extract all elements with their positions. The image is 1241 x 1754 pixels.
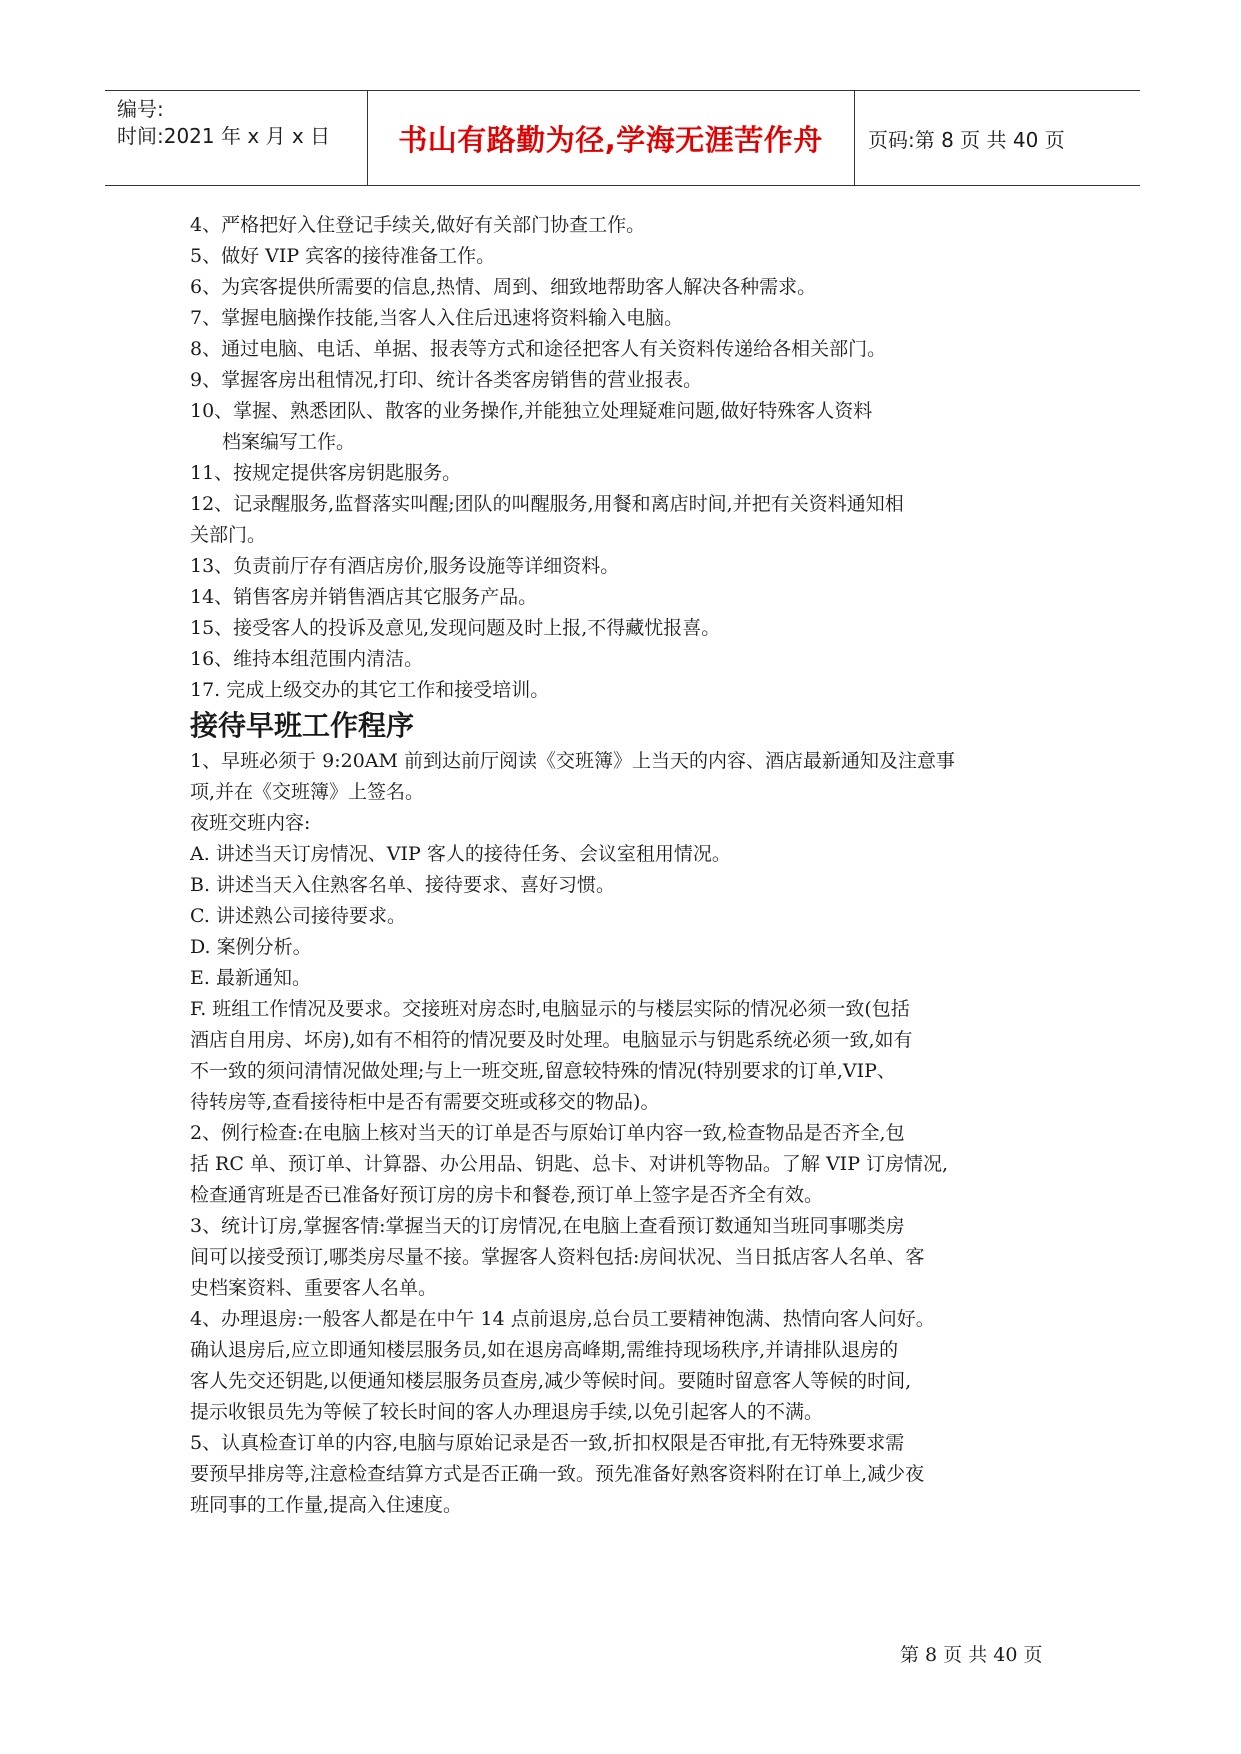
duty-item: 13、负责前厅存有酒店房价,服务设施等详细资料。: [190, 555, 620, 577]
procedure-line: 提示收银员先为等候了较长时间的客人办理退房手续,以免引起客人的不满。: [190, 1401, 824, 1423]
duty-item: 10、掌握、熟悉团队、散客的业务操作,并能独立处理疑难问题,做好特殊客人资料: [190, 400, 873, 422]
duty-item: 15、接受客人的投诉及意见,发现问题及时上报,不得藏忧报喜。: [190, 617, 721, 639]
procedure-line: 间可以接受预订,哪类房尽量不接。掌握客人资料包括:房间状况、当日抵店客人名单、客: [190, 1246, 925, 1268]
procedure-line: 4、办理退房:一般客人都是在中午 14 点前退房,总台员工要精神饱满、热情向客人问好。: [190, 1308, 935, 1330]
page-footer: 第 8 页 共 40 页: [900, 1644, 1043, 1666]
procedure-line: 不一致的须问清情况做处理;与上一班交班,留意较特殊的情况(特别要求的订单,VIP、: [190, 1060, 896, 1082]
procedure-line: 夜班交班内容:: [190, 812, 311, 834]
document-body: [190, 210, 1070, 1521]
duty-item: 14、销售客房并销售酒店其它服务产品。: [190, 586, 538, 608]
procedure-line: 确认退房后,应立即通知楼层服务员,如在退房高峰期,需维持现场秩序,并请排队退房的: [190, 1339, 899, 1361]
duty-item: 12、记录醒服务,监督落实叫醒;团队的叫醒服务,用餐和离店时间,并把有关资料通知相: [190, 493, 904, 515]
procedure-line: A. 讲述当天订房情况、VIP 客人的接待任务、会议室租用情况。: [190, 843, 731, 865]
procedure-line: E. 最新通知。: [190, 967, 311, 989]
procedure-line: 要预早排房等,注意检查结算方式是否正确一致。预先准备好熟客资料附在订单上,减少夜: [190, 1463, 925, 1485]
procedure-line: 史档案资料、重要客人名单。: [190, 1277, 438, 1299]
duty-item-continuation: 档案编写工作。: [222, 431, 356, 453]
procedure-line: B. 讲述当天入住熟客名单、接待要求、喜好习惯。: [190, 874, 616, 896]
procedure-line: 项,并在《交班簿》上签名。: [190, 781, 425, 803]
duty-item: 5、做好 VIP 宾客的接待准备工作。: [190, 245, 496, 267]
procedure-line: D. 案例分析。: [190, 936, 312, 958]
procedure-line: 检查通宵班是否已准备好预订房的房卡和餐卷,预订单上签字是否齐全有效。: [190, 1184, 824, 1206]
serial-label: 编号:: [117, 97, 164, 121]
duty-item: 8、通过电脑、电话、单据、报表等方式和途径把客人有关资料传递给各相关部门。: [190, 338, 887, 360]
duty-item: 4、严格把好入住登记手续关,做好有关部门协查工作。: [190, 214, 646, 236]
procedure-line: 待转房等,查看接待柜中是否有需要交班或移交的物品)。: [190, 1091, 660, 1113]
procedure-line: 3、统计订房,掌握客情:掌握当天的订房情况,在电脑上查看预订数通知当班同事哪类房: [190, 1215, 905, 1237]
duty-item: 16、维持本组范围内清洁。: [190, 648, 424, 670]
page-header: [105, 90, 1140, 186]
duty-item: 9、掌握客房出租情况,打印、统计各类客房销售的营业报表。: [190, 369, 703, 391]
duty-item: 11、按规定提供客房钥匙服务。: [190, 462, 462, 484]
header-motto: 书山有路勤为径,学海无涯苦作舟: [398, 122, 823, 157]
duty-item: 17. 完成上级交办的其它工作和接受培训。: [190, 679, 550, 701]
procedure-line: 括 RC 单、预订单、计算器、办公用品、钥匙、总卡、对讲机等物品。了解 VIP 订房情况,: [190, 1153, 949, 1175]
procedure-line: C. 讲述熟公司接待要求。: [190, 905, 406, 927]
duty-item: 7、掌握电脑操作技能,当客人入住后迅速将资料输入电脑。: [190, 307, 684, 329]
time-label: 时间:2021 年 x 月 x 日: [117, 124, 331, 148]
procedure-line: 酒店自用房、坏房),如有不相符的情况要及时处理。电脑显示与钥匙系统必须一致,如有: [190, 1029, 913, 1051]
procedure-line: 班同事的工作量,提高入住速度。: [190, 1494, 463, 1516]
duty-item: 6、为宾客提供所需要的信息,热情、周到、细致地帮助客人解决各种需求。: [190, 276, 817, 298]
procedure-line: 1、早班必须于 9:20AM 前到达前厅阅读《交班簿》上当天的内容、酒店最新通知及注意事: [190, 750, 956, 772]
procedure-line: F. 班组工作情况及要求。交接班对房态时,电脑显示的与楼层实际的情况必须一致(包括: [190, 998, 910, 1020]
procedure-line: 5、认真检查订单的内容,电脑与原始记录是否一致,折扣权限是否审批,有无特殊要求需: [190, 1432, 905, 1454]
header-meta: [105, 91, 367, 185]
procedure-line: 客人先交还钥匙,以便通知楼层服务员查房,减少等候时间。要随时留意客人等候的时间,: [190, 1370, 912, 1392]
header-page-info: 页码:第 8 页 共 40 页: [868, 127, 1065, 152]
duty-item-continuation: 关部门。: [190, 524, 267, 546]
procedure-line: 2、例行检查:在电脑上核对当天的订单是否与原始订单内容一致,检查物品是否齐全,包: [190, 1122, 905, 1144]
section-title: 接待早班工作程序: [190, 709, 415, 742]
